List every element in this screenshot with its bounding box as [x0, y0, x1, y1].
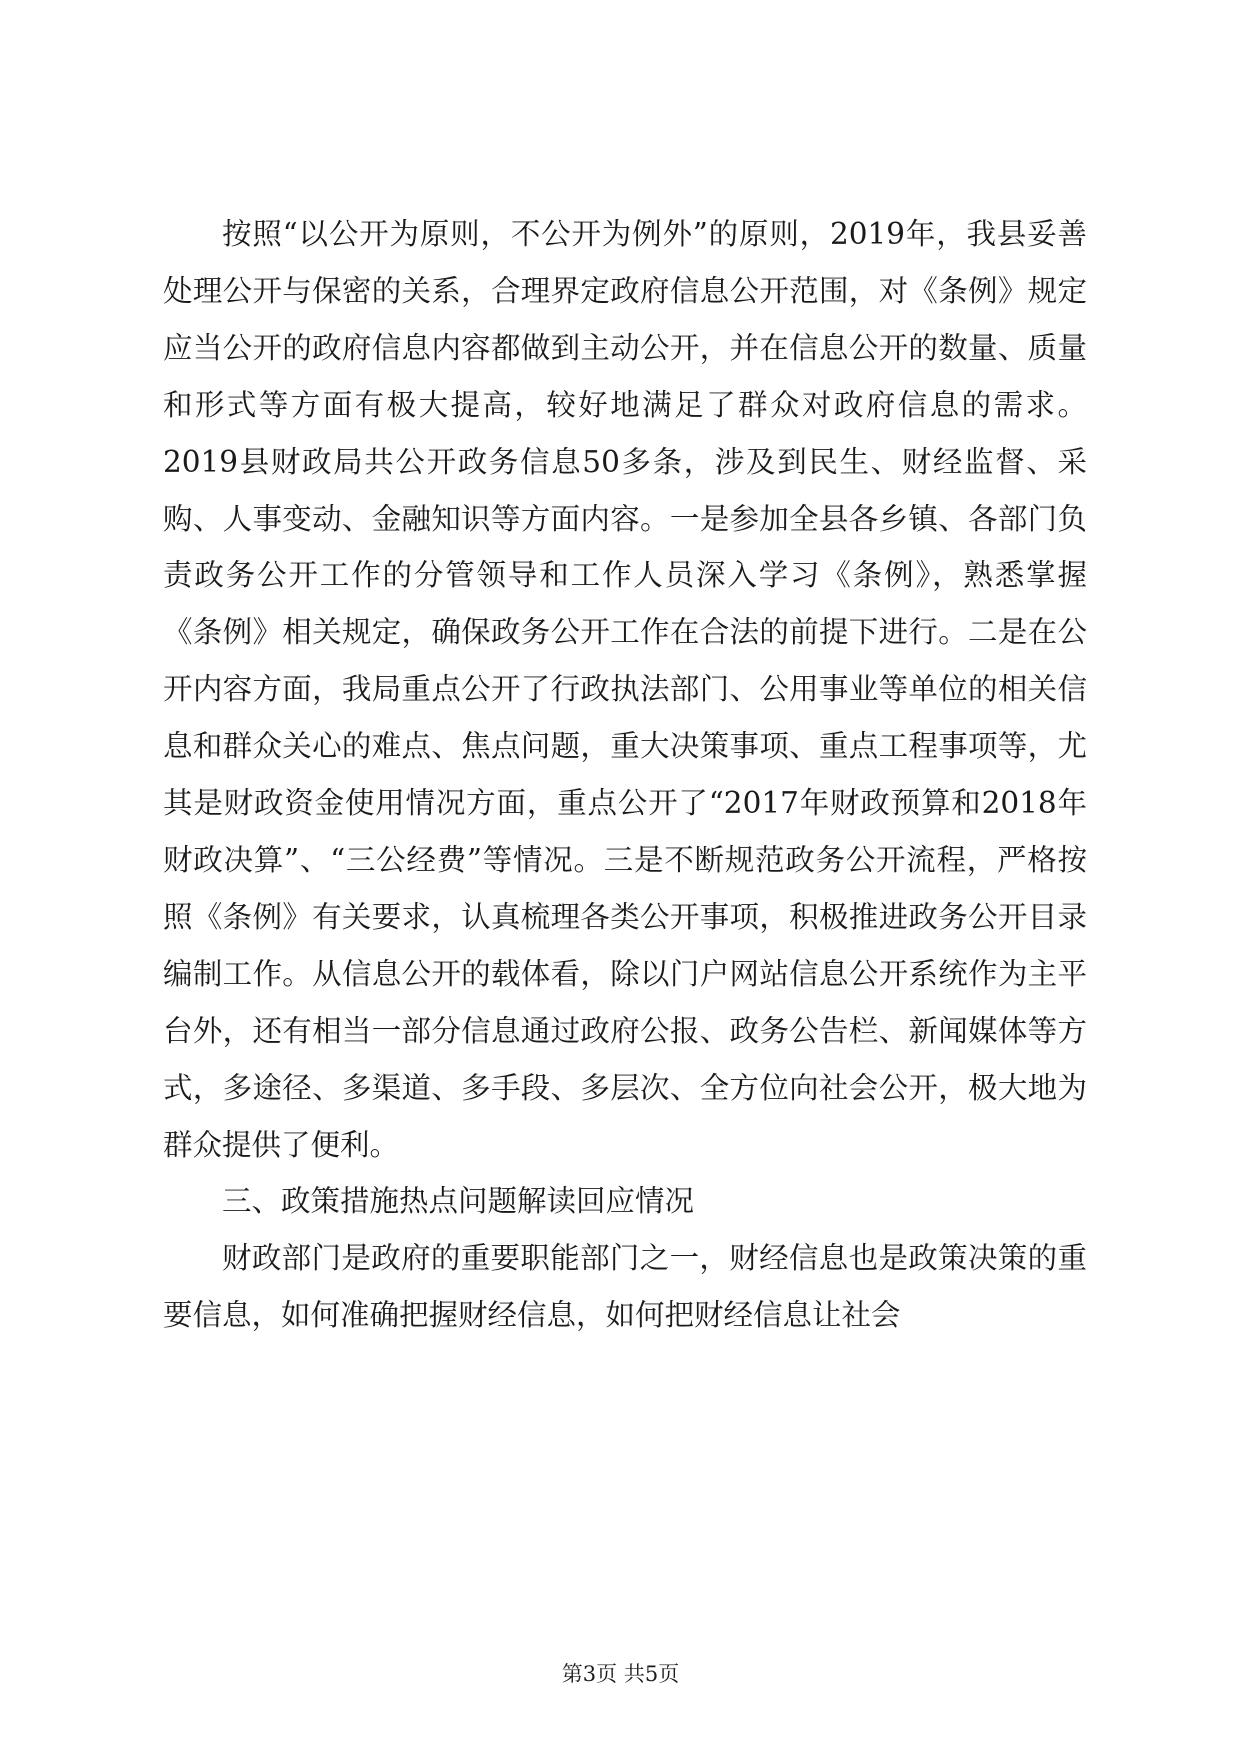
document-body	[163, 206, 1087, 1344]
body-paragraph: 按照“以公开为原则，不公开为例外”的原则，2019年，我县妥善处理公开与保密的关系，合理界定政府信息公开范围，对《条例》规定应当公开的政府信息内容都做到主动公开，并在信息公开的数量、质量和形式等方面有极大提高，较好地满足了群众对政府信息的需求。2019县财政局共公开政务信息50多条，涉及到民生、财经监督、采购、人事变动、金融知识等方面内容。一是参加全县各乡镇、各部门负责政务公开工作的分管领导和工作人员深入学习《条例》，熟悉掌握《条例》相关规定，确保政务公开工作在合法的前提下进行。二是在公开内容方面，我局重点公开了行政执法部门、公用事业等单位的相关信息和群众关心的难点、焦点问题，重大决策事项、重点工程事项等，尤其是财政资金使用情况方面，重点公开了“2017年财政预算和2018年财政决算”、“三公经费”等情况。三是不断规范政务公开流程，严格按照《条例》有关要求，认真梳理各类公开事项，积极推进政务公开目录编制工作。从信息公开的载体看，除以门户网站信息公开系统作为主平台外，还有相当一部分信息通过政府公报、政务公告栏、新闻媒体等方式，多途径、多渠道、多手段、多层次、全方位向社会公开，极大地为群众提供了便利。	[163, 217, 1087, 1162]
section-heading: 三、政策措施热点问题解读回应情况	[222, 1184, 695, 1219]
page-footer: 第3页 共5页	[561, 1662, 680, 1686]
body-paragraph: 财政部门是政府的重要职能部门之一，财经信息也是政策决策的重要信息，如何准确把握财经信息，如何把财经信息让社会	[163, 1241, 1087, 1333]
